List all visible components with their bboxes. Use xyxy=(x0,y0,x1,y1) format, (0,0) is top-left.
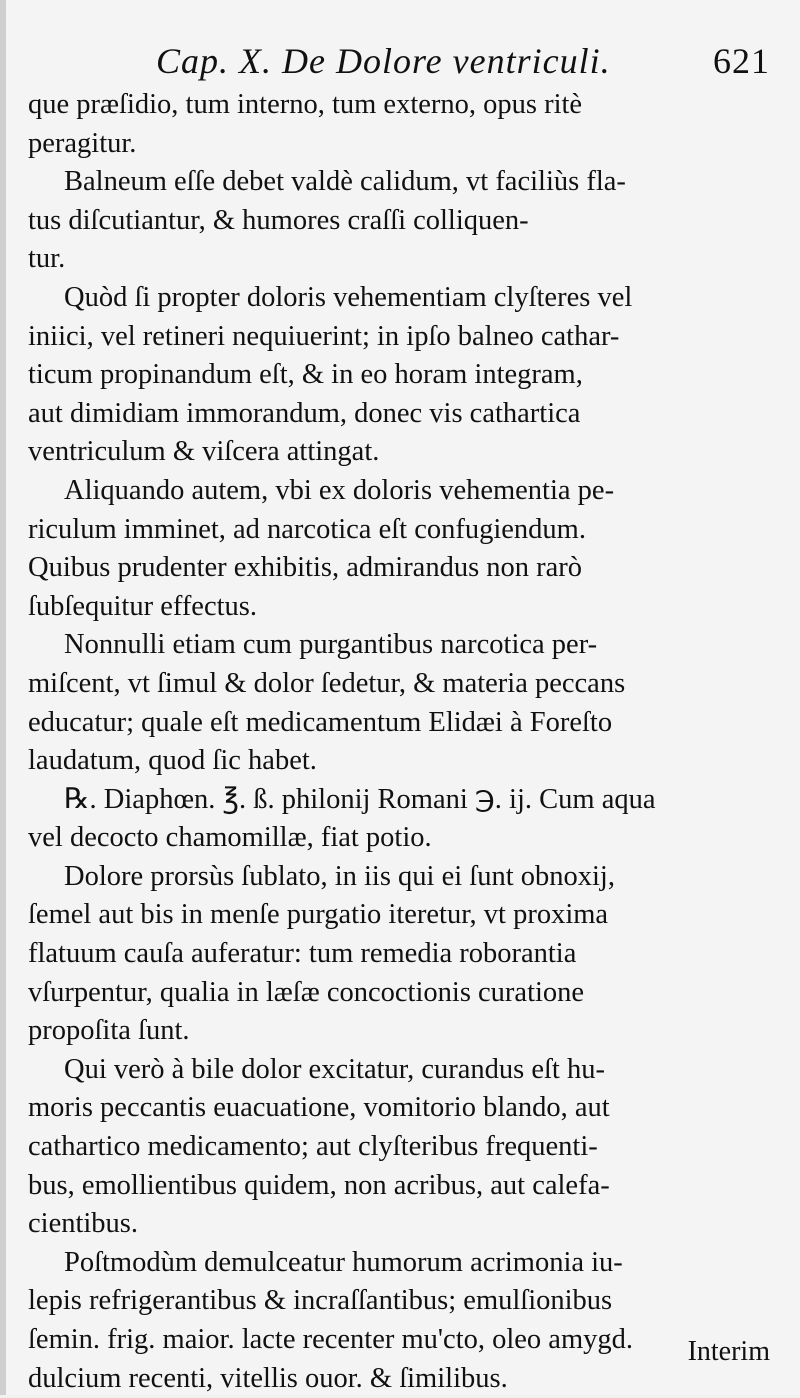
text-body xyxy=(28,86,776,1398)
text-line: miſcent, vt ſimul & dolor ſedetur, & materia peccans xyxy=(28,667,626,699)
text-line: laudatum, quod ſic habet. xyxy=(28,745,317,777)
text-line: riculum imminet, ad narcotica eſt confugiendum. xyxy=(28,513,586,545)
text-line: moris peccantis euacuatione, vomitorio blando, aut xyxy=(28,1092,610,1124)
text-line: tus diſcutiantur, & humores craſſi colliquen- xyxy=(28,204,529,236)
text-line: ſubſequitur effectus. xyxy=(28,590,257,622)
paragraph-start-line: Quòd ſi propter doloris vehementiam clyſteres vel xyxy=(64,281,633,313)
text-line: vel decocto chamomillæ, fiat potio. xyxy=(28,822,432,854)
text-line: tur. xyxy=(28,243,66,275)
text-line: dulcium recenti, vitellis ouor. & ſimilibus. xyxy=(28,1362,508,1394)
text-line: peragitur. xyxy=(28,127,137,159)
catchword: Interim xyxy=(687,1336,770,1367)
text-line: lepis refrigerantibus & incraſſantibus; emulſionibus xyxy=(28,1285,613,1317)
running-header xyxy=(156,40,770,90)
text-line: ſemel aut bis in menſe purgatio iteretur, vt proxima xyxy=(28,899,609,931)
text-line: flatuum cauſa auferatur: tum remedia roborantia xyxy=(28,938,577,970)
text-line: ticum propinandum eſt, & in eo horam integram, xyxy=(28,359,583,391)
paragraph-start-line: Dolore prorsùs ſublato, in iis qui ei ſunt obnoxij, xyxy=(64,860,615,892)
text-line: aut dimidiam immorandum, donec vis cathartica xyxy=(28,397,581,429)
page-number: 621 xyxy=(713,41,770,81)
text-line: cathartico medicamento; aut clyſteribus frequenti- xyxy=(28,1131,598,1163)
text-line: ſemin. frig. maior. lacte recenter mu'cto, oleo amygd. xyxy=(28,1324,633,1355)
text-line: propoſita ſunt. xyxy=(28,1015,190,1047)
paragraph-start-line: Qui verò à bile dolor excitatur, curandus eſt hu- xyxy=(64,1053,605,1085)
paragraph-start-line: Balneum eſſe debet valdè calidum, vt faciliùs fla- xyxy=(64,166,626,198)
text-line: Quibus prudenter exhibitis, admirandus non rarò xyxy=(28,552,583,584)
text-line: cientibus. xyxy=(28,1208,139,1240)
text-line: bus, emollientibus quidem, non acribus, aut calefa- xyxy=(28,1169,610,1201)
prescription-line: ℞. Diaphœn. ℥. ß. philonij Romani ℈. ij. Cum aqua xyxy=(64,783,656,815)
text-line: ventriculum & viſcera attingat. xyxy=(28,436,380,468)
text-line: que præſidio, tum interno, tum externo, opus ritè xyxy=(28,89,583,120)
text-line: vſurpentur, qualia in læſæ concoctionis curatione xyxy=(28,976,585,1008)
text-line: educatur; quale eſt medicamentum Elidæi à Foreſto xyxy=(28,706,613,738)
paragraph-start-line: Poſtmodùm demulceatur humorum acrimonia iu- xyxy=(64,1246,623,1278)
paragraph-start-line: Aliquando autem, vbi ex doloris vehementia pe- xyxy=(64,474,615,506)
paragraph-start-line: Nonnulli etiam cum purgantibus narcotica per- xyxy=(64,629,598,661)
chapter-title: Cap. X. De Dolore ventriculi. xyxy=(156,41,611,81)
text-line: iniici, vel retineri nequiuerint; in ipſo balneo cathar- xyxy=(28,320,620,352)
